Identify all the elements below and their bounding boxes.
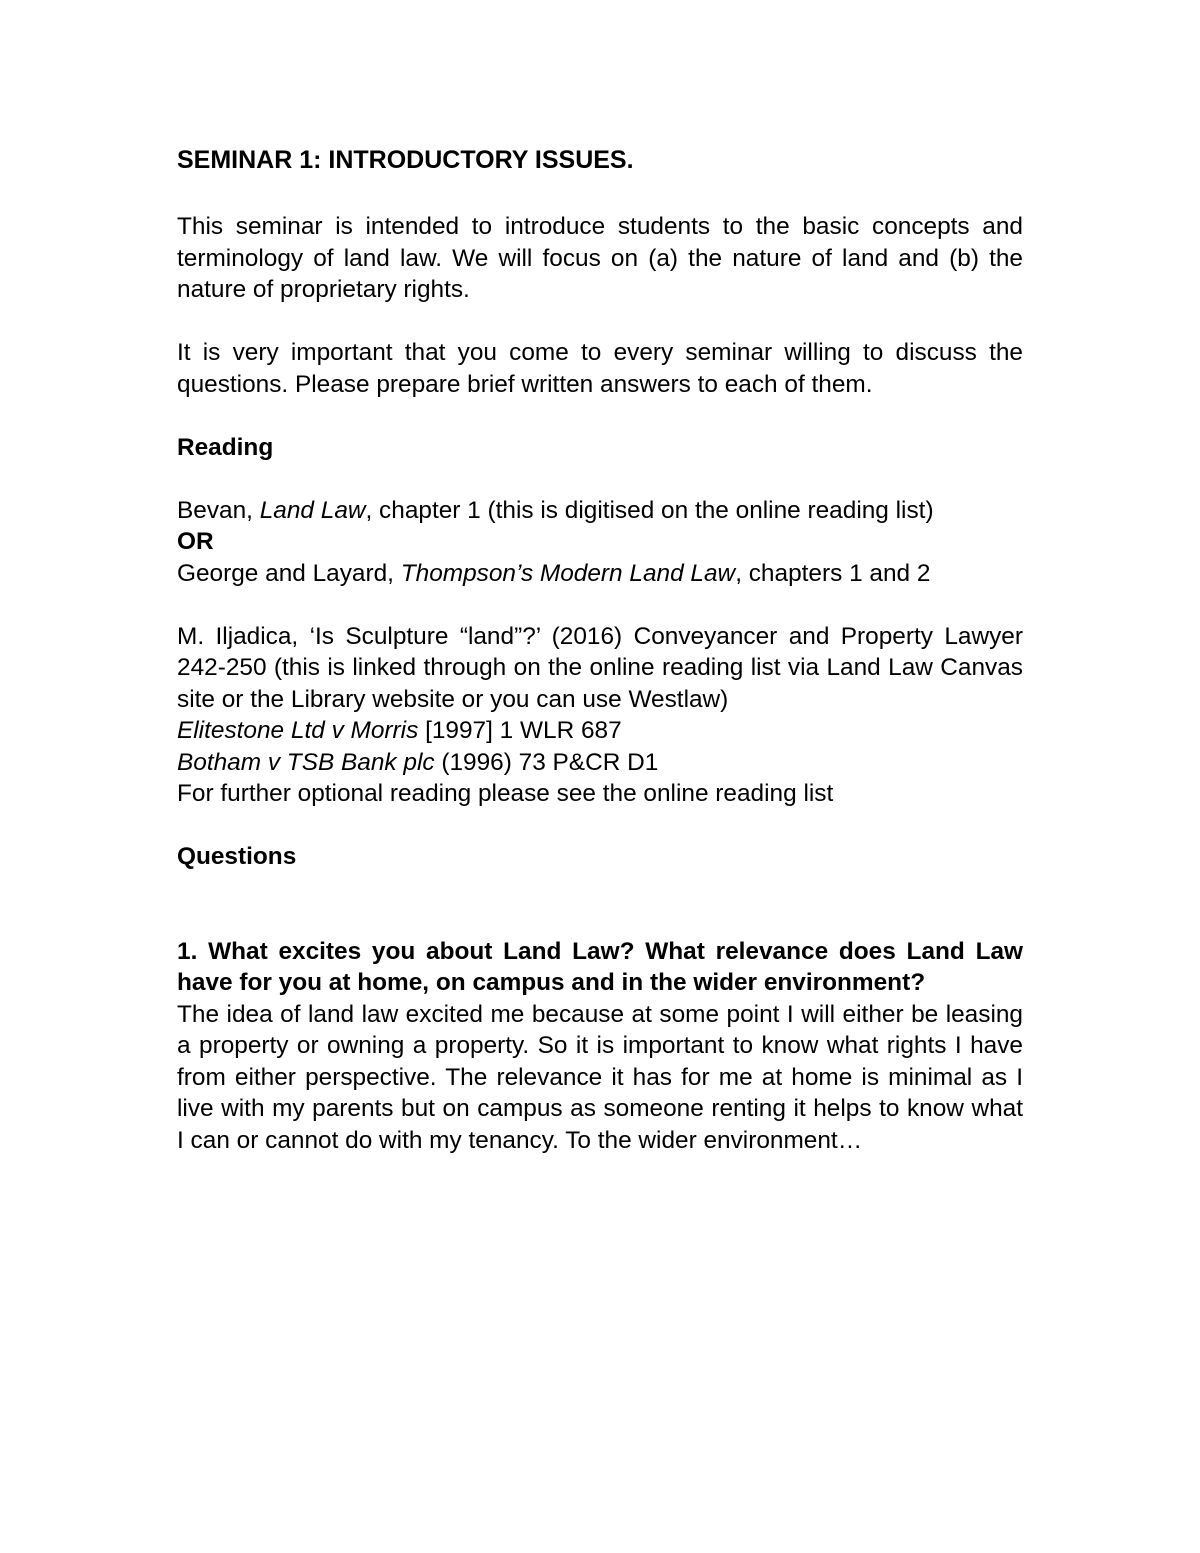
reading-details: , chapters 1 and 2 bbox=[735, 559, 931, 587]
reading-or-label: OR bbox=[177, 528, 214, 555]
reading-article: M. Iljadica, ‘Is Sculpture “land”?’ (2016) Conveyancer and Property Lawyer 242-250 (this is linked through on the online reading list via Land Law Canvas site or the Library website or you can use Westlaw) bbox=[177, 622, 1023, 713]
reading-case-elitestone bbox=[177, 715, 1023, 747]
question-1: 1. What excites you about Land Law? What relevance does Land Law have for you at home, on campus and in the wider environment? bbox=[177, 937, 1023, 996]
reading-work-title: Land Law bbox=[259, 496, 366, 524]
document-body bbox=[177, 142, 1023, 1156]
questions-heading: Questions bbox=[177, 843, 297, 870]
case-name: Elitestone Ltd v Morris bbox=[177, 717, 419, 744]
reading-item-bevan bbox=[177, 495, 1023, 527]
answer-1: The idea of land law excited me because at some point I will either be leasing a property or owning a property. So it is important to know what rights I have from either perspective. The relevance it has for me at home is minimal as I live with my parents but on campus as someone renting it helps to know what I can or cannot do with my tenancy. To the wider environment… bbox=[177, 1000, 1023, 1154]
reading-work-title: Thompson’s Modern Land Law bbox=[400, 559, 736, 587]
reading-author: Bevan, bbox=[177, 496, 260, 524]
reading-item-george-layard bbox=[177, 558, 1023, 590]
intro-paragraph: This seminar is intended to introduce students to the basic concepts and terminology of land law. We will focus on (a) the nature of land and (b) the nature of proprietary rights. bbox=[177, 213, 1023, 303]
case-citation: (1996) 73 P&CR D1 bbox=[434, 748, 659, 776]
reading-details: , chapter 1 (this is digitised on the online reading list) bbox=[365, 496, 934, 524]
reading-heading: Reading bbox=[177, 433, 274, 461]
document-title: SEMINAR 1: INTRODUCTORY ISSUES. bbox=[177, 146, 634, 174]
reading-author: George and Layard, bbox=[177, 559, 401, 587]
case-name: Botham v TSB Bank plc bbox=[177, 748, 435, 776]
case-citation: [1997] 1 WLR 687 bbox=[418, 717, 622, 744]
further-reading-note: For further optional reading please see the online reading list bbox=[177, 780, 834, 807]
attendance-paragraph: It is very important that you come to every seminar willing to discuss the questions. Please prepare brief written answers to each of them. bbox=[177, 339, 1023, 398]
reading-case-botham bbox=[177, 747, 1023, 779]
